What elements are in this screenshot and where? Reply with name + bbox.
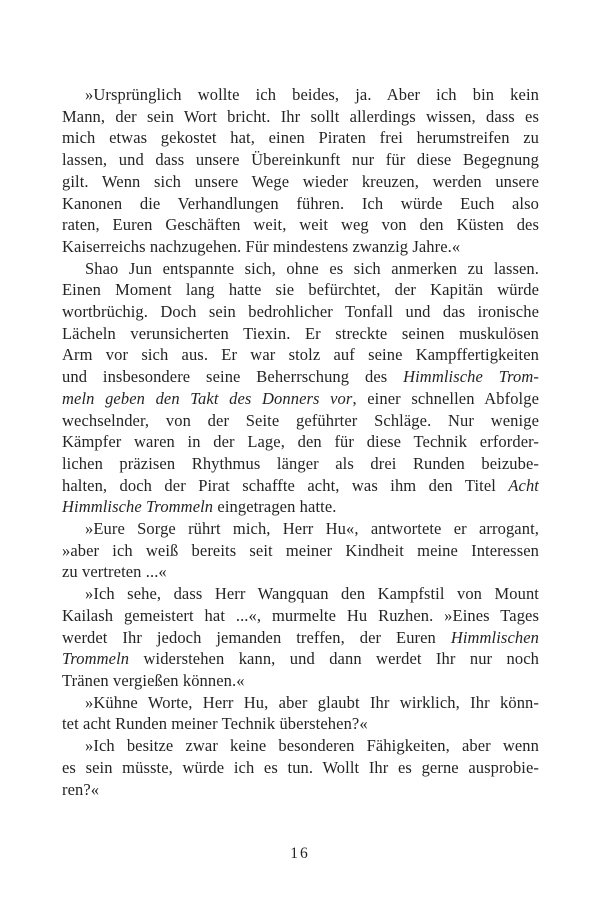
text-run: Lächeln verunsicherten Tiexin. Er streckte seinen muskulösen: [62, 323, 539, 343]
text-line: [62, 518, 539, 540]
text-run: »Ich besitze zwar keine besonderen Fähigkeiten, aber wenn: [85, 736, 539, 756]
text-run: werdet Ihr jedoch jemanden treffen, der Euren: [62, 627, 451, 647]
page-number: 16: [290, 845, 310, 862]
text-run: eingetragen hatte.: [213, 497, 337, 517]
italic-text-run: Himmlische Trom-: [403, 367, 539, 387]
text-run: »Ursprünglich wollte ich beides, ja. Aber ich bin kein: [85, 85, 539, 104]
text-run: , einer schnellen Abfolge: [352, 388, 540, 408]
text-line: [62, 540, 539, 562]
text-run: halten, doch der Pirat schaffte acht, was ihm den Titel: [62, 475, 509, 495]
text-run: Kaiserreichs nachzugehen. Für mindestens zwanzig Jahre.«: [62, 236, 461, 256]
text-run: widerstehen kann, und dann werdet Ihr nur noch: [129, 649, 539, 669]
text-run: es sein müsste, würde ich es tun. Wollt Ihr es gerne ausprobie-: [62, 757, 539, 777]
text-run: Mann, der sein Wort bricht. Ihr sollt allerdings wissen, dass es: [62, 106, 539, 126]
text-run: Einen Moment lang hatte sie befürchtet, der Kapitän würde: [62, 280, 539, 300]
text-line: [62, 84, 539, 106]
text-line: [62, 388, 539, 410]
text-run: zu vertreten ...«: [62, 562, 167, 582]
text-run: »Kühne Worte, Herr Hu, aber glaubt Ihr wirklich, Ihr könn-: [85, 692, 539, 712]
text-line: [62, 561, 539, 583]
text-run: wechselnder, von der Seite geführter Schläge. Nur wenige: [62, 410, 539, 430]
italic-text-run: Himmlischen: [450, 627, 539, 647]
text-line: [62, 692, 539, 714]
text-run: ren?«: [62, 779, 100, 799]
text-run: und insbesondere seine Beherrschung des: [62, 367, 404, 387]
text-line: [62, 453, 539, 475]
text-line: [62, 127, 539, 149]
text-run: »aber ich weiß bereits seit meiner Kindheit meine Interessen: [62, 540, 539, 560]
text-block: [62, 84, 539, 800]
text-line: [62, 258, 539, 280]
text-line: [62, 431, 539, 453]
text-line: [62, 779, 539, 801]
text-run: Kailash gemeistert hat ...«, murmelte Hu Ruzhen. »Eines Tages: [62, 605, 539, 625]
text-line: [62, 735, 539, 757]
text-run: Kämpfer waren in der Lage, den für diese Technik erforder-: [62, 432, 539, 452]
text-line: [62, 149, 539, 171]
text-line: [62, 648, 539, 670]
text-run: Kanonen die Verhandlungen führen. Ich würde Euch also: [62, 193, 539, 213]
italic-text-run: Trommeln: [62, 649, 130, 669]
text-line: [62, 344, 539, 366]
text-line: [62, 301, 539, 323]
text-line: [62, 323, 539, 345]
text-line: [62, 171, 539, 193]
text-run: Tränen vergießen können.«: [62, 670, 245, 690]
text-line: [62, 605, 539, 627]
italic-text-run: meln geben den Takt des Donners vor: [62, 388, 353, 408]
text-run: lassen, und dass unsere Übereinkunft nur für diese Begegnung: [62, 150, 539, 170]
text-run: Arm vor sich aus. Er war stolz auf seine Kampffertigkeiten: [62, 345, 539, 365]
text-run: tet acht Runden meiner Technik überstehen?«: [62, 714, 368, 734]
text-line: [62, 236, 539, 258]
text-line: [62, 193, 539, 215]
italic-text-run: Himmlische Trommeln: [62, 497, 214, 517]
text-line: [62, 496, 539, 518]
text-run: »Ich sehe, dass Herr Wangquan den Kampfstil von Mount: [85, 584, 539, 604]
text-run: gilt. Wenn sich unsere Wege wieder kreuzen, werden unsere: [62, 171, 539, 191]
text-line: [62, 106, 539, 128]
text-line: [62, 366, 539, 388]
text-line: [62, 475, 539, 497]
text-line: [62, 670, 539, 692]
text-line: [62, 410, 539, 432]
text-run: wortbrüchig. Doch sein bedrohlicher Tonfall und das ironische: [62, 302, 539, 322]
text-run: mich etwas gekostet hat, einen Piraten frei herumstreifen zu: [62, 128, 539, 148]
italic-text-run: Acht: [508, 475, 539, 495]
text-run: lichen präzisen Rhythmus länger als drei Runden beizube-: [62, 453, 539, 473]
text-line: [62, 713, 539, 735]
text-line: [62, 757, 539, 779]
text-run: raten, Euren Geschäften weit, weit weg von den Küsten des: [62, 215, 539, 235]
text-run: Shao Jun entspannte sich, ohne es sich anmerken zu lassen.: [85, 258, 539, 278]
text-line: [62, 627, 539, 649]
text-run: »Eure Sorge rührt mich, Herr Hu«, antwortete er arrogant,: [85, 519, 539, 539]
text-line: [62, 214, 539, 236]
text-line: [62, 279, 539, 301]
text-line: [62, 583, 539, 605]
